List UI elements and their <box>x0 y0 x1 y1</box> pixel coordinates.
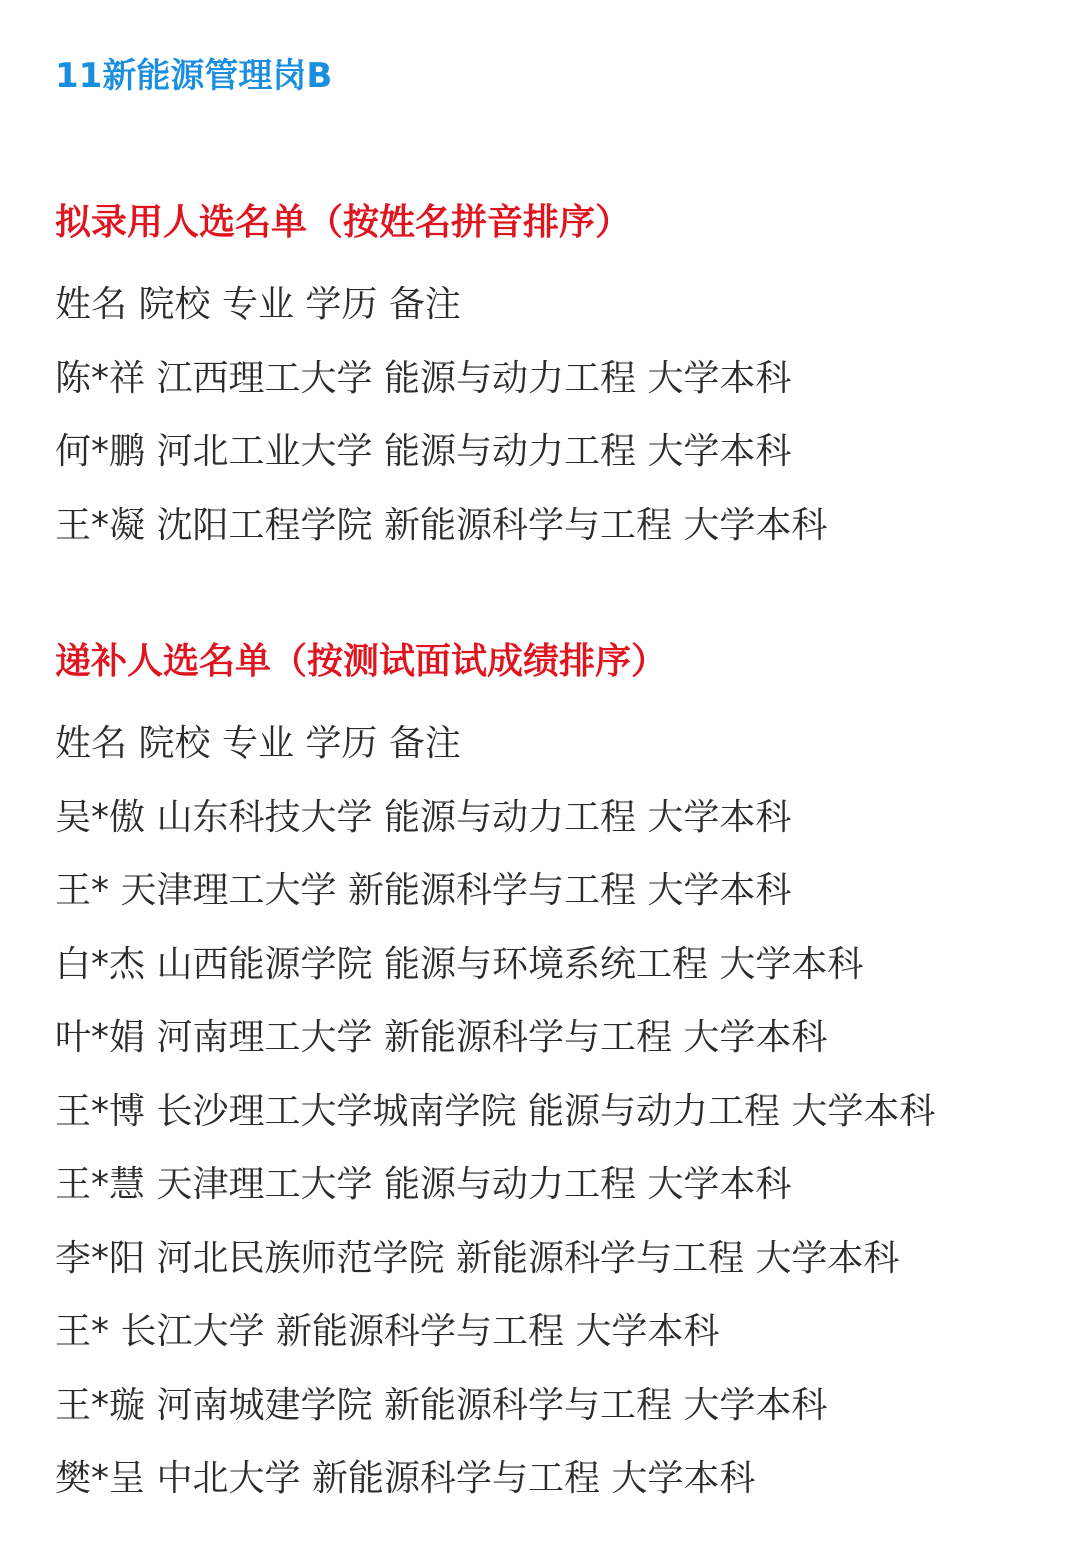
candidate-row <box>55 415 1040 489</box>
candidate-name: 王*博 <box>55 1090 146 1132</box>
candidate-degree: 大学本科 <box>647 1164 792 1205</box>
candidate-row <box>55 1075 1040 1149</box>
candidate-degree: 大学本科 <box>647 796 792 838</box>
candidate-degree: 大学本科 <box>683 1384 828 1426</box>
candidate-name: 叶*娟 <box>55 1017 146 1058</box>
candidate-school: 江西理工大学 <box>156 357 373 399</box>
candidate-degree: 大学本科 <box>647 431 792 472</box>
column-header: 姓名 <box>55 723 128 764</box>
column-header-row <box>55 707 1040 781</box>
candidate-major: 新能源科学与工程 <box>383 1384 672 1426</box>
candidate-name: 王* <box>55 1311 110 1352</box>
candidate-name: 李*阳 <box>55 1237 146 1279</box>
candidate-row <box>55 928 1040 1002</box>
candidate-school: 河南理工大学 <box>156 1017 373 1058</box>
hired-candidates-section <box>55 196 1040 562</box>
candidate-major: 能源与动力工程 <box>383 357 636 399</box>
candidate-school: 山东科技大学 <box>156 796 373 838</box>
candidate-name: 吴*傲 <box>55 796 146 838</box>
candidate-major: 能源与动力工程 <box>383 431 636 472</box>
candidate-degree: 大学本科 <box>683 504 828 546</box>
candidate-major: 能源与环境系统工程 <box>383 943 708 985</box>
candidate-row <box>55 1369 1040 1443</box>
candidate-row <box>55 1001 1040 1075</box>
candidate-degree: 大学本科 <box>755 1237 900 1279</box>
candidate-degree: 大学本科 <box>575 1311 720 1352</box>
candidate-school: 河北工业大学 <box>156 431 373 472</box>
candidate-school: 天津理工大学 <box>156 1164 373 1205</box>
section-heading: 递补人选名单（按测试面试成绩排序） <box>55 641 668 682</box>
alternate-candidates-section <box>55 635 1040 1516</box>
candidate-degree: 大学本科 <box>683 1017 828 1058</box>
column-header: 院校 <box>138 723 211 764</box>
candidate-school: 长江大学 <box>120 1311 265 1352</box>
candidate-degree: 大学本科 <box>791 1090 936 1132</box>
candidate-major: 新能源科学与工程 <box>275 1311 564 1352</box>
candidate-school: 天津理工大学 <box>120 870 337 911</box>
candidate-name: 王*璇 <box>55 1384 146 1426</box>
candidate-major: 新能源科学与工程 <box>383 504 672 546</box>
candidate-row <box>55 781 1040 855</box>
candidate-school: 中北大学 <box>156 1458 301 1499</box>
candidate-major: 新能源科学与工程 <box>347 870 636 911</box>
candidate-major: 能源与动力工程 <box>527 1090 780 1132</box>
column-header: 院校 <box>138 284 211 325</box>
candidate-row <box>55 342 1040 416</box>
column-header: 专业 <box>221 723 294 764</box>
column-header-row <box>55 268 1040 342</box>
candidate-degree: 大学本科 <box>611 1458 756 1499</box>
candidate-row <box>55 1222 1040 1296</box>
column-header: 备注 <box>388 723 461 764</box>
candidate-degree: 大学本科 <box>647 357 792 399</box>
candidate-name: 何*鹏 <box>55 431 146 472</box>
column-header: 备注 <box>388 284 461 325</box>
candidate-major: 新能源科学与工程 <box>383 1017 672 1058</box>
candidate-row <box>55 1442 1040 1516</box>
candidate-school: 山西能源学院 <box>156 943 373 985</box>
candidate-name: 王* <box>55 870 110 911</box>
column-header: 学历 <box>305 723 378 764</box>
column-header: 姓名 <box>55 284 128 325</box>
post-title: 11新能源管理岗B <box>55 56 333 96</box>
candidate-row <box>55 854 1040 928</box>
column-header: 学历 <box>305 284 378 325</box>
candidate-row <box>55 1295 1040 1369</box>
candidate-major: 能源与动力工程 <box>383 796 636 838</box>
candidate-major: 新能源科学与工程 <box>311 1458 600 1499</box>
section-heading: 拟录用人选名单（按姓名拼音排序） <box>55 202 632 243</box>
candidate-name: 陈*祥 <box>55 357 146 399</box>
candidate-name: 樊*呈 <box>55 1458 146 1499</box>
candidate-name: 王*凝 <box>55 504 146 546</box>
column-header: 专业 <box>221 284 294 325</box>
candidate-major: 能源与动力工程 <box>383 1164 636 1205</box>
candidate-school: 沈阳工程学院 <box>156 504 373 546</box>
candidate-name: 白*杰 <box>55 943 146 985</box>
candidate-school: 长沙理工大学城南学院 <box>156 1090 517 1132</box>
candidate-name: 王*慧 <box>55 1164 146 1205</box>
candidate-row <box>55 489 1040 563</box>
candidate-major: 新能源科学与工程 <box>455 1237 744 1279</box>
candidate-degree: 大学本科 <box>719 943 864 985</box>
candidate-degree: 大学本科 <box>647 870 792 911</box>
candidate-row <box>55 1148 1040 1222</box>
candidate-school: 河南城建学院 <box>156 1384 373 1426</box>
candidate-school: 河北民族师范学院 <box>156 1237 445 1279</box>
